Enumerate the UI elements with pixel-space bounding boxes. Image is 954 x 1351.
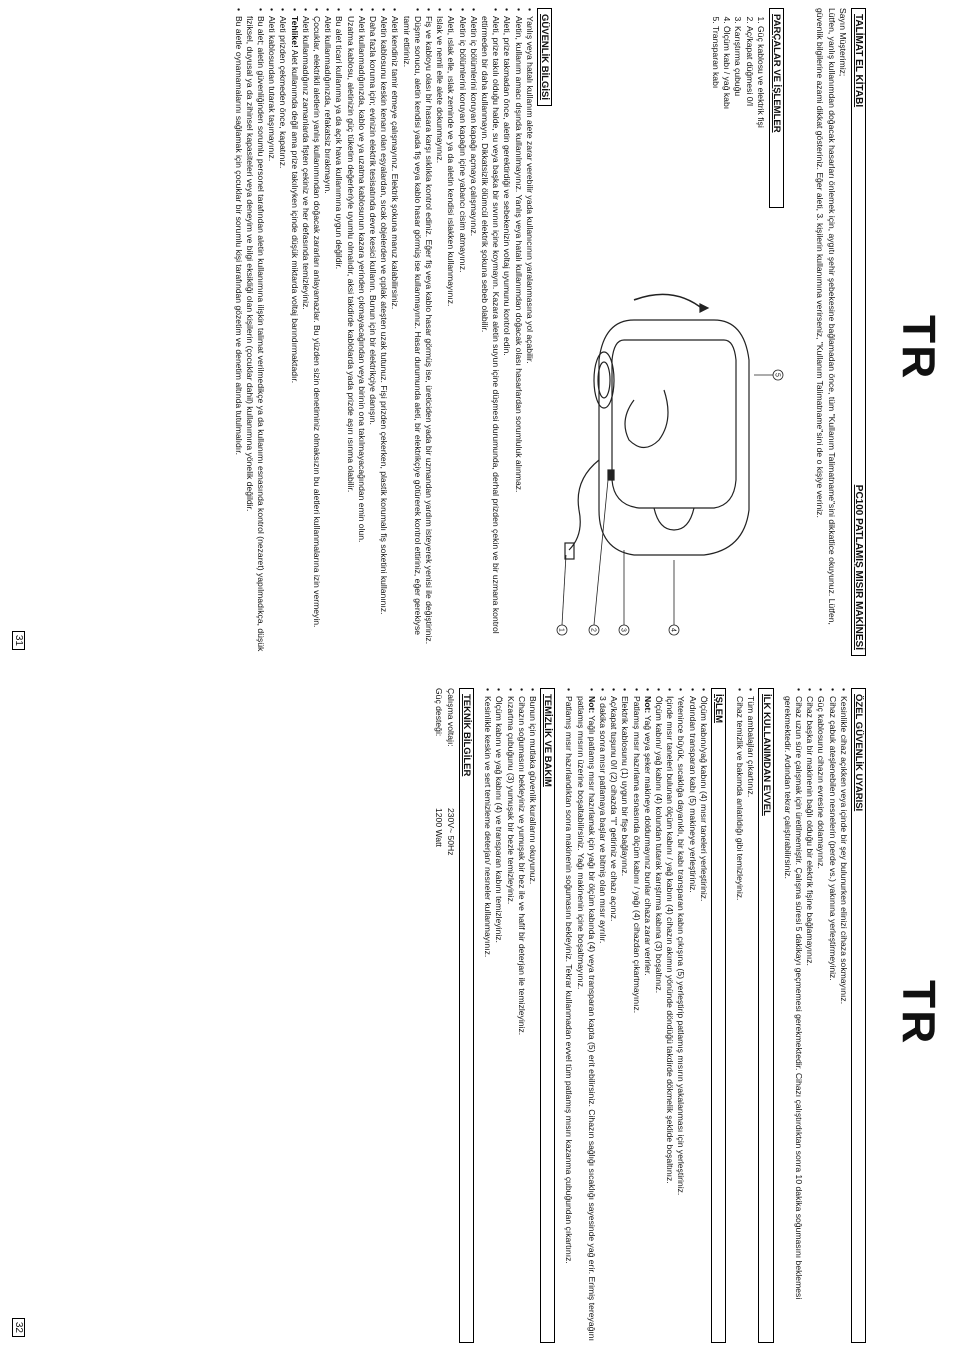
parts-column (710, 8, 784, 208)
operation-item: • Elektrik kablosunu (1) uygun bir fişe bağlayınız. (619, 688, 630, 1343)
cleaning-item: • Kızartma çubuğunu (3) yumuşak bir bezle temizleyiniz. (504, 688, 515, 1343)
safety-item: • Uzatma kablosu, aletinizin güç tüketim değerleriyle uyumlu olmalıdır, aksi takdirde kablolarda yada prizde aşırı ısınma olabilir. (344, 8, 355, 656)
safety-item: • Aleti kullanmadığınızda, kablo ve ya uzatma kablosunun kazara yerinden çıkmayacağından veya birinin ona takılmayacağından emin olun. (356, 8, 367, 656)
popcorn-machine-illustration (554, 280, 784, 640)
operation-item: • İçinde mısır taneleri bulunan ölçüm kabını / yağ kabını (4) cihazın akımın yönünde döndüğü takdirde dökmelik şeklide boşaltınız. (664, 688, 675, 1343)
safety-title: GÜVENLİK BİLGİSİ (537, 8, 552, 106)
safety-item: • Aleti kendiniz tamir etmeye çalışmayınız. Elektrik şokuna maruz kalabilirsiniz. (389, 8, 400, 656)
cleaning-item: • Bunun için mutlaka güvenlik kurallarını okuyunuz. (527, 688, 538, 1343)
page-number: 31 (12, 631, 25, 650)
intro-column (808, 8, 866, 656)
cleaning-item: • Cihazın soğumasını bekleyiniz ve yumuşak bir bez ile ve hafif bir deterjan ile temizleyiniz. (516, 688, 527, 1343)
power-cord (569, 460, 599, 550)
tech-specs (433, 688, 455, 1343)
transparent-bowl-outline (612, 340, 736, 508)
callout-1: 1 (557, 628, 565, 632)
safety-item: • Daha fazla koruma için; evinizin elektrik tesisatında devre kesici kullanın. Bunun için bir elektrikçiye danışın. (367, 8, 378, 656)
special-item: • Güç kablosunu cihazın evresine dolamayınız. (815, 688, 826, 1343)
page-32 (0, 680, 954, 1351)
page-31 (0, 0, 954, 660)
safety-item: • Aletin iç bölümlerini koruyan kapağı açmaya çalışmayınız. (468, 8, 479, 656)
first-use-item: • Cihaz temizlik ve bakımda anlatıldığı gibi temizleyiniz. (734, 688, 745, 1343)
operation-item: • Ölçüm kabını/ yağ kabını (4) kolundan tutarak karıştırma kabına (3) boşaltınız. (653, 688, 664, 1343)
country-tag: TR (893, 315, 945, 381)
cleaning-item: • Ölçüm kabını ve yağ kabını (4) ve transparan kabını temizleyiniz. (493, 688, 504, 1343)
spec-row (433, 688, 444, 1343)
operation-item: • Patlamış mısır hazırlandıktan sonra makinenin soğumasını bekleyiniz. Tekrar kullanmadan evvel tüm patlamış mısırı kazanma çubuğundan çıkartınız. (563, 688, 574, 1343)
callout-4: 4 (669, 628, 677, 632)
safety-item: • Aletin kablosunu keskin kenarı olan eşyalardan, sıcak objelerden ve çıplak ateşten uzak tutunuz. Fişi prizden çekerken, plastik korumalı fiş soketini kullanınız. (378, 8, 389, 656)
operation-item: • Ardından transparan kabı (5) makineye yerleştiriniz. (686, 688, 697, 1343)
safety-item: • Aletin, kullanım amacı dışında kullanılmayınız. Yanlış veya hatalı kullanımdan doğacak olası hasarlardan sorumluluk alınmaz. (512, 8, 523, 656)
operation-item: • Yetenince büyük, sıcaklığa dayanıklı, bir kabı transparan kabın çıkışına (5) yerleştirip patlamış mısırın yakalanması için yerleştiriniz. (675, 688, 686, 1343)
operation-item: • Not: Yağ veya şeker makineye doldurmayınız bunlar cihaza zarar verirler. (642, 688, 653, 1343)
safety-item: • Düşme sonucu, aletin kendisi yada fiş veya kablo hasar görmüş ise kullanmayınız. Hasar durumunda aleti, bir elektrikçiye götürerek kontrol ettiriniz, eğer gerekiyse tamir ettiriniz. (400, 8, 422, 656)
special-item: • Cihaz uzun süre çalışmak için üretilmemiştir. Çalışma süresi 5 dakikayı geçmemesi gerekmektedir. Cihazı çalıştırdıktan sonra 10 dakika soğumasını beklemesi gerekmektedir. Ardından tekrar çalıştırabilirsiniz. (782, 688, 804, 1343)
special-item: • Cihaz çabuk ateşlenebilen nesnelerin (perde vs.) yakınına yerleştirmeyiniz. (826, 688, 837, 1343)
country-tag: TR (893, 980, 945, 1046)
callout-3: 3 (619, 628, 627, 632)
operation-item: • 3 dakika sonra mısır patlamaya başlar ve bitmiş olan mısır ayrılır. (597, 688, 608, 1343)
rotation-arrow (634, 294, 704, 310)
safety-item: • Islak ve nemli elle alete dokunmayınız. (434, 8, 445, 656)
spec-value: 230V~ 50Hz (445, 808, 456, 856)
safety-item: • Çocuklar, elektrikli aletlerin yanlış kullanımından doğacak zararları anlayamazlar. Bu yüzden sizin denetiminiz olmaksızın bu aletleri kullanmalarına izin vermeyin. (311, 8, 322, 656)
part-item: 1. Güç kablosu ve elektrik fişi (755, 26, 766, 208)
safety-item: • Bu aletle oynamamalarını sağlamak için çocuklar bir sorumlu kişi tarafından gözetim ve denetim altında tutulmalıdır. (232, 8, 243, 656)
page-number: 32 (12, 1318, 25, 1337)
body-curve (625, 390, 668, 448)
measuring-cup (594, 352, 614, 408)
bowl-spout (654, 508, 694, 530)
callout-2: 2 (589, 628, 597, 632)
spec-value: 1200 Watt (434, 808, 445, 847)
safety-list (232, 8, 534, 656)
safety-item: • Bu alet ticari kullanıma ya da açık hava kullanımına uygun değildir. (333, 8, 344, 656)
cleaning-list (482, 688, 538, 1343)
special-title: ÖZEL GÜVENLİK UYARISI (851, 688, 866, 1343)
special-item: • Kesinlikle cihaz açıkken veya içinde bir şey bulunurken elinizi cihaza sokmayınız. (838, 688, 849, 1343)
part-item: 4. Ölçüm kabı / yağ kabı (721, 26, 732, 208)
intro-text: Sayın Müşterimiz; Lütfen, yanlış kullanımdan doğacak hasarları önlemek için, aygıtı şehir şebekesine bağlamadan önce, tüm "Kullanım Talimatname"sini dikkatlice okuyunuz. Lütfen, güvenlik bilgilerine azami dikkat gösteriniz. Eğer aleti, 3. kişilerin kullanımına verirseniz, "Kullanım Talimatname"sini de o kişiye veriniz. (815, 8, 848, 625)
machine-body-outline (599, 320, 749, 555)
cleaning-title: TEMİZLİK VE BAKIM (540, 688, 555, 1343)
safety-item: • Aleti, prize takmadan önce, aletin gerektirdiği ve sebekenizin voltaj uyumunu kontrol edin. (501, 8, 512, 656)
part-item: 5. Transparan kabı (710, 26, 721, 208)
safety-item: • Fiş ve kabloyu olası bir hasara karşı sıklıkla kontrol ediniz. Eğer fiş veya kablo hasar görmüş ise, üreticiden yada bir uzmandan yardım isteyerek yenisi ile değiştiriniz. (423, 8, 434, 656)
special-warning-column (433, 688, 866, 1343)
part-item: 2. Aç/kapat düğmesi 0/I (743, 26, 754, 208)
spec-label: Güç desteği: (434, 688, 445, 737)
safety-item: • Aleti, prize takılı olduğu halde, su veya başka bir sıvının içine koymayın. Kazara aletin suyun içine düşmesi durumunda, derhal prizden çekin ve bir uzmana kontrol ettirmeden bir daha kullanmayın. Dikkatsizlik ölümcül elektrik şokuna sebeb olabilir. (479, 8, 501, 656)
manual-title: TALİMAT EL KİTABI (853, 14, 864, 108)
safety-item: • Aleti prizden çekmeden önce, kapatınız. (277, 8, 288, 656)
first-use-list (734, 688, 756, 1343)
operation-item: • Aç/kapat tuşunu 0/I (2) cihazda "I" getiriniz ve cihazı açınız. (608, 688, 619, 1343)
operation-title: İŞLEM (711, 688, 726, 1343)
spec-label: Çalışma voltajı: (445, 688, 456, 747)
spec-row (445, 688, 456, 1343)
safety-item: • Aleti kullanmadığınız zamanlarda fişten çekiniz ve her defasında temizleyiniz. (300, 8, 311, 656)
part-item: 3. Karıştırma çubuğu (732, 26, 743, 208)
operation-item: • Ölçüm kabını/yağ kabını (4) mısır taneleri yerleştiriniz. (698, 688, 709, 1343)
parts-list (710, 8, 766, 208)
safety-item: • Aleti kullanmadığınızda, refakatsiz bırakmayın. (322, 8, 333, 656)
safety-column (232, 8, 552, 656)
tech-title: TEKNİK BİLGİLER (459, 688, 474, 1343)
operation-list (563, 688, 709, 1343)
special-item: • Cihaz başka bir makinenin bağlı olduğu bir elektrik fişine bağlamayınız. (804, 688, 815, 1343)
first-use-title: İLK KULLANIMDAN EVVEL (758, 688, 773, 1343)
operation-item: • Not: Yağlı patlamış mısır hazırlamak için yağı bir ölçüm kabında (4) veya transparan kapta (5) erit ebilirsiniz. Cihazın sağlığı sıcaklığı sayesinde yağ erir. Erimiş tereyağını patlamış mısırın üzerine boşaltabilirsiniz. Yağı makinenin içine boşaltmayınız. (574, 688, 596, 1343)
safety-item: • Yanlış veya hatalı kullanım alete zarar verebilir yada kullanıcının yaralanmasına yol açabilir. (524, 8, 535, 656)
parts-title: PARÇALAR VE İŞLEMLER (769, 8, 784, 208)
safety-item: • Tehlike! Alet kullanımda değil ama prize takılıyken içinde düşük miktarda voltaj barındırmaktadır. (288, 8, 299, 656)
operation-item: • Patlamış mısır hazırlama esnasında ölçüm kabını / yağı (4) cihazdan çıkartmayınız. (630, 688, 641, 1343)
callout-5: 5 (773, 373, 781, 377)
safety-item: • Aleti kablosundan tutarak taşımayınız. (266, 8, 277, 656)
arrow-head (700, 304, 708, 312)
first-use-item: • Tüm ambalajları çıkartınız. (745, 688, 756, 1343)
special-list (782, 688, 849, 1343)
safety-item: • Bu alet; aletin güvenliğinden sorumlu personel tarafından aletin kullanımına ilişkin talimat verilmedikçe ya da kullanımı esnasında kontrol (nezaret) yapılmadıkça, düşük fiziksel, duyusal ya da zihinsel kapasiteleri veya deneyim ve bilgi eksikliği olan kişilerin (çocuklar dahil) kullanımına yönelik değildir. (244, 8, 266, 656)
safety-item: • Aleti, ıslak elle, ıslak zeminde ve ya da aletin kendisi ıslakken kullanmayınız. (445, 8, 456, 656)
product-title: PC100 PATLAMIŞ MISIR MAKİNESİ (853, 484, 864, 650)
cleaning-item: • Kesinlikle keskin ve sert temizleme deterjan/ nesneler kullanmayınız. (482, 688, 493, 1343)
manual-header (851, 8, 866, 656)
safety-item: • Aletin iç bölümlerini koruyan kapağın içine yabancı cisim atmayınız. (456, 8, 467, 656)
switch (608, 470, 614, 480)
